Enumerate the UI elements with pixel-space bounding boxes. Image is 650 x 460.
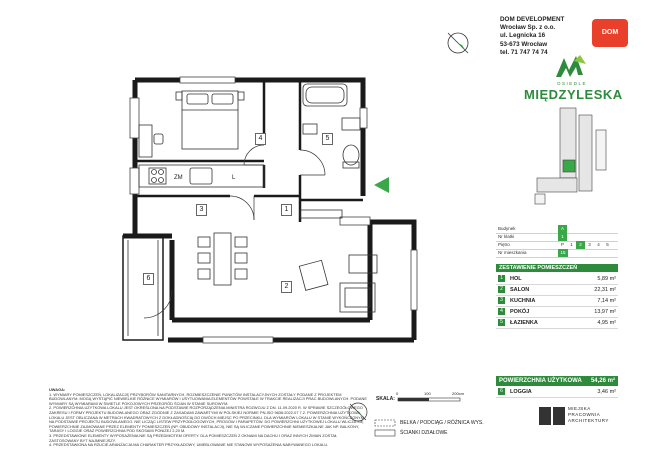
summary-room-name: POKÓJ — [510, 309, 530, 315]
summary-title: ZESTAWIENIE POMIESZCZEŃ — [496, 264, 618, 272]
summary-room-name: ŁAZIENKA — [510, 320, 538, 326]
summary-room-num: 1 — [498, 275, 505, 282]
company-info — [500, 16, 564, 57]
total-area-value: 54,26 m² — [590, 378, 615, 384]
summary-room-area: 4,95 m² — [597, 320, 616, 326]
summary-room-area: 22,31 m² — [594, 287, 616, 293]
dining-table — [198, 233, 247, 285]
floor-level-5: 5 — [606, 242, 609, 247]
floor-level-3: 3 — [588, 242, 591, 247]
legend-wall-swatch — [375, 430, 395, 436]
summary-room-num: 5 — [498, 319, 505, 326]
legend-beam-label: BELKA / PODCIĄG / RÓŻNICA WYS. — [400, 420, 484, 426]
info-staircase-value: 1 — [558, 233, 567, 241]
scale-tick-0: 0 — [396, 391, 399, 396]
room-label-4: 4 — [255, 133, 266, 145]
compass-icon — [448, 33, 468, 53]
summary-extra-area: 3,46 m² — [597, 389, 616, 395]
summary-row — [496, 296, 618, 307]
kitchen-counter — [139, 165, 264, 187]
floor-level-4: 4 — [597, 242, 600, 247]
bathroom-fixtures — [303, 84, 360, 168]
summary-room-area: 13,97 m² — [594, 309, 616, 315]
company-street: ul. Legnicka 16 — [500, 32, 546, 40]
summary-room-num: 2 — [498, 286, 505, 293]
scale-label: SKALA: — [376, 396, 395, 402]
summary-extra-row — [496, 387, 618, 398]
room-label-1: 1 — [281, 204, 292, 216]
scale-tick-200: 200cm — [452, 391, 465, 396]
summary-extra-num: 6 — [498, 388, 505, 395]
info-floor-label: Piętro — [498, 242, 510, 247]
summary-row — [496, 318, 618, 329]
loggia-outline — [123, 236, 163, 340]
info-building-label: Budynek — [498, 226, 516, 231]
note-item: 3. PRZEDSTAWIONE ELEMENTY WYPOSAŻENIA NIE SĄ PRZEDMIOTEM OFERTY. DLA POMIESZCZEŃ Z OKNAMI NA DACHU I ORAZ INNYCH ZMIAN ZOSTAŁ ZASTOSOWANY BYT NAJMNIEJSZY. — [49, 432, 338, 443]
interior-walls — [135, 80, 363, 222]
note-item: 1. WYMIARY POMIESZCZEŃ, LOKALIZACJĘ PRZYBORÓW SANITARNYCH, ROZMIESZCZENIE PUNKTÓW INSTALACYJNYCH ZOSTAŁY PODANE Z PROJEKTEM BUDOWLANYM. MOGĄ WYSTĄPIĆ NIEWIELKIE RÓŻNICE WYMIARÓW I USYTUOWANIA ELEMENTÓW POWSTAŁE W TRAKCIE REALIZACJI PRAC BUDOWLANYCH. PODANE WYMIARY SĄ WYMIARAMI W ŚWIETLE POKOJOWYCH PRZEGRÓD ŚCIAN W STANIE SUROWYM. — [49, 391, 367, 406]
floor-level-1: 1 — [570, 242, 573, 247]
summary-row — [496, 285, 618, 296]
total-area-label: POWIERZCHNIA UŻYTKOWA — [499, 378, 582, 384]
room-label-3: 3 — [196, 204, 207, 216]
notes — [49, 388, 367, 448]
architect-stamp-icon — [539, 407, 565, 425]
total-area-bar — [496, 376, 618, 386]
company-city: 53-673 Wrocław — [500, 40, 548, 48]
summary-row — [496, 307, 618, 318]
room-label-2: 2 — [281, 281, 292, 293]
room-label-5: 5 — [322, 133, 333, 145]
summary-row — [496, 274, 618, 285]
entrance-arrow-icon — [374, 177, 389, 193]
summary-room-name: KUCHNIA — [510, 298, 536, 304]
desk — [139, 125, 163, 157]
info-apartment-label: Nr mieszkania — [498, 250, 527, 255]
note-item: 2. POWIERZCHNIA UŻYTKOWA LOKALU JEST OKREŚLONA NA PODSTAWIE ROZPORZĄDZENIA MINISTRA ROZWOJU Z DN. 11.09.2020 R. W SPRAWIE SZCZEGÓŁOWEGO ZAKRESU I FORMY PROJEKTU BUDOWLANEGO ORAZ ZGODNIE Z ZASADAMI ZAWARTYMI W POLSKIEJ NORMIE PN-ISO 9836:2022-07 7.2. POWIERZCHNIA UŻYTKOWA LOKALU JEST OBLICZANA W METRACH KWADRATOWYCH Z DOKŁADNOŚCIĄ DO DWÓCH MIEJSC PO PRZECINKU. DLA WYMIARÓW LOKALU W STANIE WYKOŃCZONYM, NA PODSTAWIE PROJEKTU BUDOWLANEGO. NIE LICZĄC LISTEW PRZYPODŁOGOWYCH, PROGÓW I PARAPETÓW. DO POWIERZCHNI UŻYTKOWEJ LOKALU WLICZA SIĘ POWIERZCHNIE ZAJMOWANE PRZEZ ELEMENTY POMIESZCZEŃ (NP. OBUDOWY INSTALACJI), NIE SĄ WLICZANE POWIERZCHNIE NIEMIESZKALNE JAK NP. BALKONY, TARASY I LOGGIE ORAZ POWIERZCHNIA POD SKOSAMI PONIŻEJ 2,20 M. — [49, 405, 366, 434]
floor-level-2: 2 — [576, 241, 585, 249]
estate-name: MIĘDZYLESKA — [524, 87, 623, 102]
scale-bar — [398, 398, 460, 401]
room-label-6: 6 — [143, 273, 154, 285]
legend-wall-label: ŚCIANKI DZIAŁOWE — [400, 430, 448, 436]
site-plan-thumbnail — [535, 108, 606, 204]
scale-tick-100: 100 — [424, 391, 431, 396]
info-apartment — [496, 249, 618, 258]
notes-title: UWAGA: — [49, 387, 66, 392]
company-entity: Wrocław Sp. z o.o. — [500, 24, 556, 32]
summary-room-num: 4 — [498, 308, 505, 315]
developer-logo: DOM — [592, 19, 628, 47]
bed — [176, 91, 244, 149]
summary-extra-name: LOGGIA — [510, 389, 532, 395]
fridge-label: ZM — [174, 175, 183, 181]
summary-room-num: 3 — [498, 297, 505, 304]
summary-room-area: 5,89 m² — [597, 276, 616, 282]
estate-prefix: OSIEDLE — [557, 81, 588, 86]
company-name: DOM DEVELOPMENT — [500, 16, 565, 23]
summary-room-area: 7,14 m² — [597, 298, 616, 304]
summary-room-name: SALON — [510, 287, 530, 293]
note-item: 4. PRZEDSTAWIONA NA RZUCIE ARANŻACJA MA CHARAKTER PRZYKŁADOWY, UMEBLOWANIE NIE STANOWI WYPOSAŻENIA NABYWANEGO LOKALU. — [49, 442, 329, 448]
summary-room-name: HOL — [510, 276, 522, 282]
legend-beam-swatch — [375, 420, 395, 426]
company-phone: tel. 71 747 74 74 — [500, 48, 548, 56]
estate-logo-icon — [556, 55, 586, 77]
info-staircase-label: Nr klatki — [498, 234, 515, 239]
info-apartment-value: 15 — [558, 249, 568, 257]
range-label: L — [232, 175, 236, 181]
info-building-value: A — [558, 225, 567, 233]
architect-name: MIEJSKA PRACOWNIA ARCHITEKTURY — [568, 406, 609, 423]
floor-level-p: P — [560, 242, 564, 247]
